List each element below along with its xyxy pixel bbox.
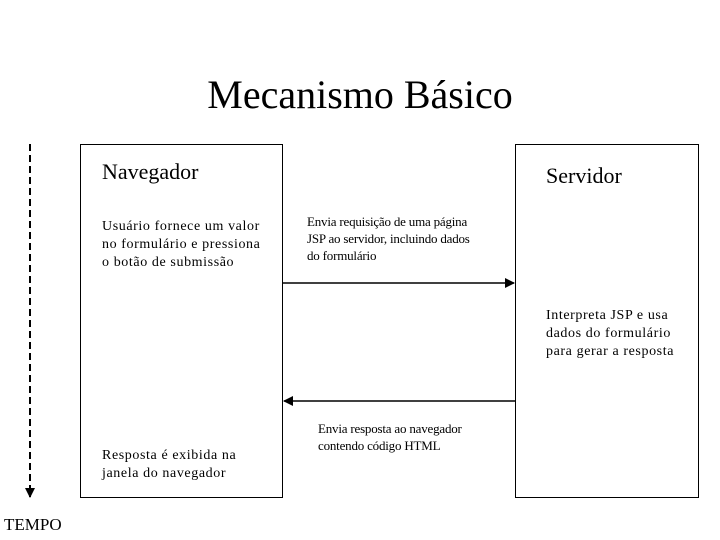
- page-title: [0, 70, 720, 120]
- client-step4-text: [102, 447, 282, 483]
- request-text-line: do formulário: [307, 248, 377, 263]
- client-label: Navegador: [102, 159, 199, 184]
- request-text-line: Envia requisição de uma página: [307, 214, 468, 229]
- server-step3-text: [546, 307, 698, 361]
- client-step4-line: janela do navegador: [102, 466, 227, 481]
- client-step1-line: no formulário e pressiona: [102, 237, 261, 252]
- client-step1-text: [102, 218, 282, 272]
- server-step3-line: para gerar a resposta: [546, 344, 675, 359]
- response-text-line: contendo código HTML: [318, 438, 441, 453]
- client-step1-line: o botão de submissão: [102, 255, 235, 270]
- response-text-line: Envia resposta ao navegador: [318, 421, 462, 436]
- time-axis-label: TEMPO: [4, 515, 62, 534]
- page-title-text: Mecanismo Básico: [207, 72, 513, 117]
- server-step3-line: Interpreta JSP e usa: [546, 308, 669, 323]
- response-text: [318, 420, 508, 454]
- server-label: Servidor: [546, 163, 622, 188]
- client-box: [80, 144, 283, 498]
- server-step3-line: dados do formulário: [546, 326, 671, 341]
- request-text: [307, 213, 512, 264]
- request-text-line: JSP ao servidor, incluindo dados: [307, 231, 470, 246]
- client-step1-line: Usuário fornece um valor: [102, 219, 260, 234]
- client-step4-line: Resposta é exibida na: [102, 448, 237, 463]
